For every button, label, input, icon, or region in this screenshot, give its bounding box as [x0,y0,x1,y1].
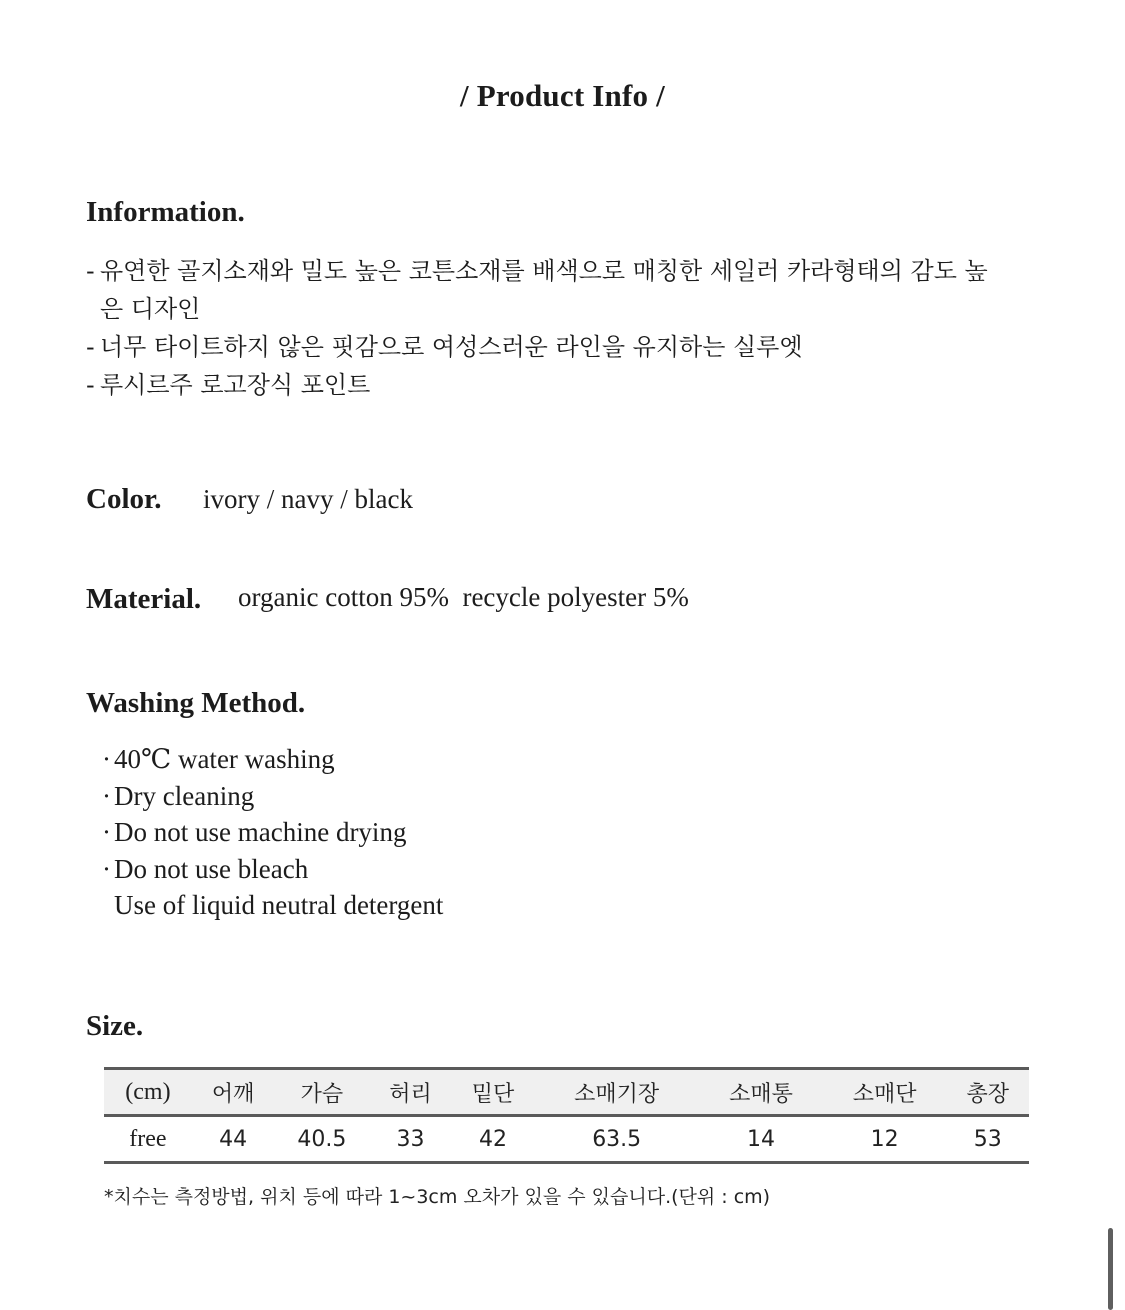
size-column-header: 가슴 [300,1081,344,1107]
bullet-dot: · [102,780,111,811]
table-row [104,1116,1029,1163]
washing-item-text: Do not use bleach [114,853,309,884]
size-table-header-row [104,1069,1029,1116]
washing-item-text: Do not use machine drying [114,817,407,847]
size-cell: 40.5 [297,1126,347,1152]
size-column-header: 소매단 [852,1081,917,1107]
scrollbar[interactable] [1108,1228,1113,1310]
size-cell: 12 [870,1126,899,1152]
information-item: - 루시르주 로고장식 포인트 [86,366,1006,404]
size-cell: 42 [479,1126,507,1152]
page-title: / Product Info / [459,78,665,113]
size-cell: 33 [396,1126,425,1152]
material-value: organic cotton 95% recycle polyester 5% [238,582,689,612]
size-column-header: (cm) [125,1078,171,1105]
size-column-header: 소매통 [729,1081,793,1107]
size-column-header: 어깨 [211,1081,255,1107]
washing-item [102,851,443,888]
washing-item [102,887,443,924]
size-cell: 63.5 [592,1126,642,1152]
washing-heading: Washing Method. [86,687,306,719]
size-column-header: 소매기장 [574,1081,660,1107]
size-column-header: 총장 [966,1081,1009,1107]
size-column-header: 허리 [389,1081,432,1107]
information-heading: Information. [86,196,245,228]
bullet-dot: · [102,853,111,884]
washing-item [102,814,443,851]
size-table-body [104,1116,1029,1163]
size-column-header: 밑단 [471,1081,515,1107]
size-cell: 53 [973,1126,1002,1152]
bullet-dot: · [102,817,111,847]
washing-list [102,741,443,924]
washing-item-text: 40℃ water washing [114,744,335,774]
bullet-dot: · [102,744,111,774]
washing-item-text: Use of liquid neutral detergent [114,890,444,920]
information-list [86,252,1006,404]
information-item: - 너무 타이트하지 않은 핏감으로 여성스러운 라인을 유지하는 실루엣 [86,328,1006,366]
color-label: Color. [86,483,162,515]
size-cell: free [129,1125,167,1152]
color-value: ivory / navy / black [203,484,413,514]
size-heading: Size. [86,1010,144,1042]
size-note: *치수는 측정방법, 위치 등에 따라 1~3cm 오차가 있을 수 있습니다.(단위 : cm) [104,1186,771,1208]
washing-item-text: Dry cleaning [114,780,255,811]
size-cell: 44 [219,1126,248,1152]
washing-item [102,741,443,778]
size-cell: 14 [746,1126,775,1152]
size-table [104,1067,1029,1164]
material-label: Material. [86,583,202,615]
washing-item [102,778,443,815]
information-item: - 유연한 골지소재와 밀도 높은 코튼소재를 배색으로 매칭한 세일러 카라형태의 감도 높은 디자인 [86,252,1006,328]
